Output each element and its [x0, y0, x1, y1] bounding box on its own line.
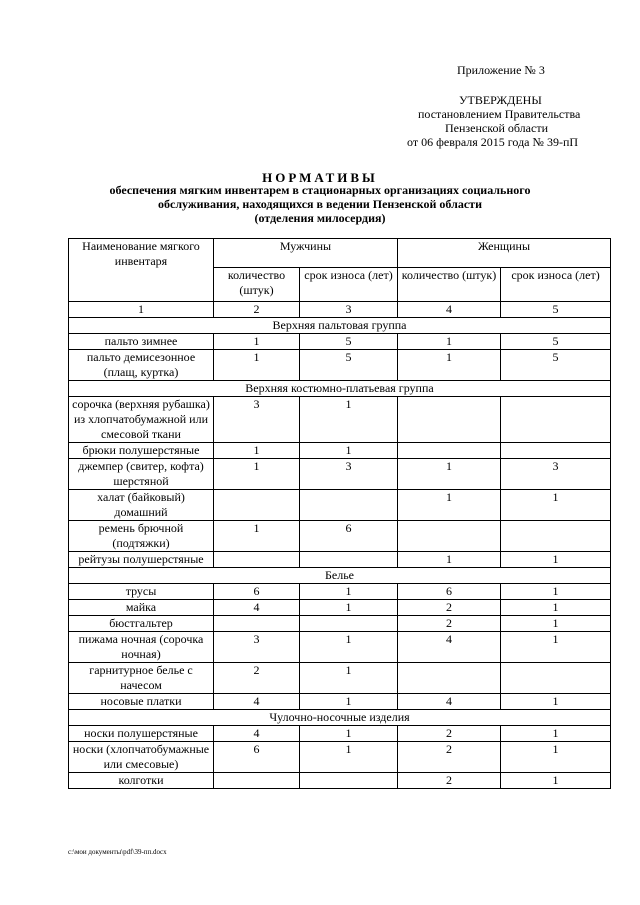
group-row [69, 568, 611, 584]
table-row [69, 600, 611, 616]
item-name-cell: носовые платки [69, 694, 214, 710]
value-cell-c3: 1 [300, 632, 398, 663]
value-cell-c3: 1 [300, 663, 398, 694]
col-num-5: 5 [501, 302, 611, 318]
approved-line-2: Пензенской области [445, 121, 548, 135]
col-header-women: Женщины [398, 239, 611, 268]
group-row [69, 710, 611, 726]
value-cell-c2: 1 [214, 459, 300, 490]
value-cell-c3: 5 [300, 334, 398, 350]
col-num-2: 2 [214, 302, 300, 318]
item-name-cell: гарнитурное белье с начесом [69, 663, 214, 694]
table-row [69, 632, 611, 663]
file-path-footer: c:\мои документы\pdf\39-пп.docx [68, 848, 167, 856]
table-row [69, 443, 611, 459]
value-cell-c4 [398, 443, 501, 459]
table-row [69, 552, 611, 568]
value-cell-c4: 1 [398, 334, 501, 350]
value-cell-c5: 1 [501, 742, 611, 773]
value-cell-c2 [214, 616, 300, 632]
value-cell-c5: 5 [501, 334, 611, 350]
approved-label: УТВЕРЖДЕНЫ [459, 93, 542, 107]
table-row [69, 726, 611, 742]
col-header-women-term: срок износа (лет) [501, 268, 611, 302]
approved-line-3: от 06 февраля 2015 года № 39-пП [407, 135, 579, 149]
table-row [69, 773, 611, 789]
value-cell-c5 [501, 397, 611, 443]
value-cell-c4: 1 [398, 459, 501, 490]
value-cell-c5: 1 [501, 694, 611, 710]
value-cell-c3: 1 [300, 726, 398, 742]
value-cell-c5 [501, 663, 611, 694]
value-cell-c4: 2 [398, 616, 501, 632]
value-cell-c5: 1 [501, 600, 611, 616]
value-cell-c5 [501, 443, 611, 459]
value-cell-c4: 6 [398, 584, 501, 600]
value-cell-c4: 1 [398, 490, 501, 521]
value-cell-c3 [300, 490, 398, 521]
doc-subtitle-1: обеспечения мягким инвентарем в стационарных организациях социального [109, 183, 531, 197]
value-cell-c4: 2 [398, 773, 501, 789]
item-name-cell: халат (байковый) домашний [69, 490, 214, 521]
value-cell-c4: 4 [398, 632, 501, 663]
table-row [69, 584, 611, 600]
value-cell-c2 [214, 773, 300, 789]
value-cell-c3: 6 [300, 521, 398, 552]
value-cell-c2: 1 [214, 350, 300, 381]
table-header-row [69, 239, 611, 268]
group-title: Чулочно-носочные изделия [69, 710, 611, 726]
col-num-1: 1 [69, 302, 214, 318]
value-cell-c4 [398, 521, 501, 552]
group-row [69, 318, 611, 334]
col-header-men: Мужчины [214, 239, 398, 268]
group-title: Верхняя костюмно-платьевая группа [69, 381, 611, 397]
norms-table [68, 238, 611, 789]
item-name-cell: майка [69, 600, 214, 616]
doc-subtitle-3: (отделения милосердия) [254, 211, 386, 225]
table-row [69, 397, 611, 443]
value-cell-c2: 1 [214, 443, 300, 459]
value-cell-c4: 2 [398, 600, 501, 616]
value-cell-c2: 4 [214, 600, 300, 616]
group-title: Белье [69, 568, 611, 584]
col-num-4: 4 [398, 302, 501, 318]
table-row [69, 694, 611, 710]
table-row [69, 663, 611, 694]
col-header-men-qty: количество (штук) [214, 268, 300, 302]
value-cell-c2: 4 [214, 694, 300, 710]
table-row [69, 459, 611, 490]
item-name-cell: брюки полушерстяные [69, 443, 214, 459]
column-number-row [69, 302, 611, 318]
value-cell-c3: 1 [300, 397, 398, 443]
item-name-cell: пальто демисезонное (плащ, куртка) [69, 350, 214, 381]
table-row [69, 616, 611, 632]
value-cell-c3: 5 [300, 350, 398, 381]
item-name-cell: бюстгальтер [69, 616, 214, 632]
annex-label: Приложение № 3 [457, 63, 545, 77]
value-cell-c2 [214, 490, 300, 521]
value-cell-c3: 1 [300, 694, 398, 710]
table-row [69, 490, 611, 521]
value-cell-c3: 1 [300, 443, 398, 459]
value-cell-c4: 1 [398, 552, 501, 568]
value-cell-c3: 3 [300, 459, 398, 490]
doc-subtitle-2: обслуживания, находящихся в ведении Пензенской области [158, 197, 482, 211]
value-cell-c4 [398, 397, 501, 443]
value-cell-c4 [398, 663, 501, 694]
value-cell-c4: 2 [398, 726, 501, 742]
doc-title: НОРМАТИВЫ [262, 170, 378, 185]
item-name-cell: трусы [69, 584, 214, 600]
value-cell-c2: 2 [214, 663, 300, 694]
value-cell-c2: 6 [214, 584, 300, 600]
group-row [69, 381, 611, 397]
col-num-3: 3 [300, 302, 398, 318]
value-cell-c5 [501, 521, 611, 552]
value-cell-c3: 1 [300, 584, 398, 600]
value-cell-c2: 3 [214, 632, 300, 663]
item-name-cell: носки полушерстяные [69, 726, 214, 742]
value-cell-c3 [300, 773, 398, 789]
value-cell-c3 [300, 616, 398, 632]
value-cell-c5: 1 [501, 726, 611, 742]
item-name-cell: ремень брючной (подтяжки) [69, 521, 214, 552]
item-name-cell: сорочка (верхняя рубашка) из хлопчатобумажной или смесовой ткани [69, 397, 214, 443]
item-name-cell: рейтузы полушерстяные [69, 552, 214, 568]
value-cell-c2: 4 [214, 726, 300, 742]
value-cell-c5: 1 [501, 490, 611, 521]
value-cell-c5: 1 [501, 616, 611, 632]
value-cell-c3: 1 [300, 742, 398, 773]
col-header-name: Наименование мягкого инвентаря [69, 239, 214, 302]
table-row [69, 334, 611, 350]
value-cell-c2 [214, 552, 300, 568]
group-title: Верхняя пальтовая группа [69, 318, 611, 334]
value-cell-c5: 1 [501, 632, 611, 663]
table-row [69, 350, 611, 381]
value-cell-c4: 2 [398, 742, 501, 773]
value-cell-c4: 4 [398, 694, 501, 710]
approved-line-1: постановлением Правительства [418, 107, 581, 121]
item-name-cell: пальто зимнее [69, 334, 214, 350]
value-cell-c5: 1 [501, 773, 611, 789]
item-name-cell: колготки [69, 773, 214, 789]
value-cell-c2: 3 [214, 397, 300, 443]
value-cell-c5: 1 [501, 552, 611, 568]
value-cell-c4: 1 [398, 350, 501, 381]
value-cell-c2: 1 [214, 334, 300, 350]
value-cell-c5: 3 [501, 459, 611, 490]
table-row [69, 742, 611, 773]
value-cell-c5: 1 [501, 584, 611, 600]
item-name-cell: носки (хлопчатобумажные или смесовые) [69, 742, 214, 773]
value-cell-c2: 1 [214, 521, 300, 552]
col-header-men-term: срок износа (лет) [300, 268, 398, 302]
item-name-cell: джемпер (свитер, кофта) шерстяной [69, 459, 214, 490]
value-cell-c3: 1 [300, 600, 398, 616]
item-name-cell: пижама ночная (сорочка ночная) [69, 632, 214, 663]
value-cell-c3 [300, 552, 398, 568]
value-cell-c5: 5 [501, 350, 611, 381]
col-header-women-qty: количество (штук) [398, 268, 501, 302]
table-row [69, 521, 611, 552]
value-cell-c2: 6 [214, 742, 300, 773]
